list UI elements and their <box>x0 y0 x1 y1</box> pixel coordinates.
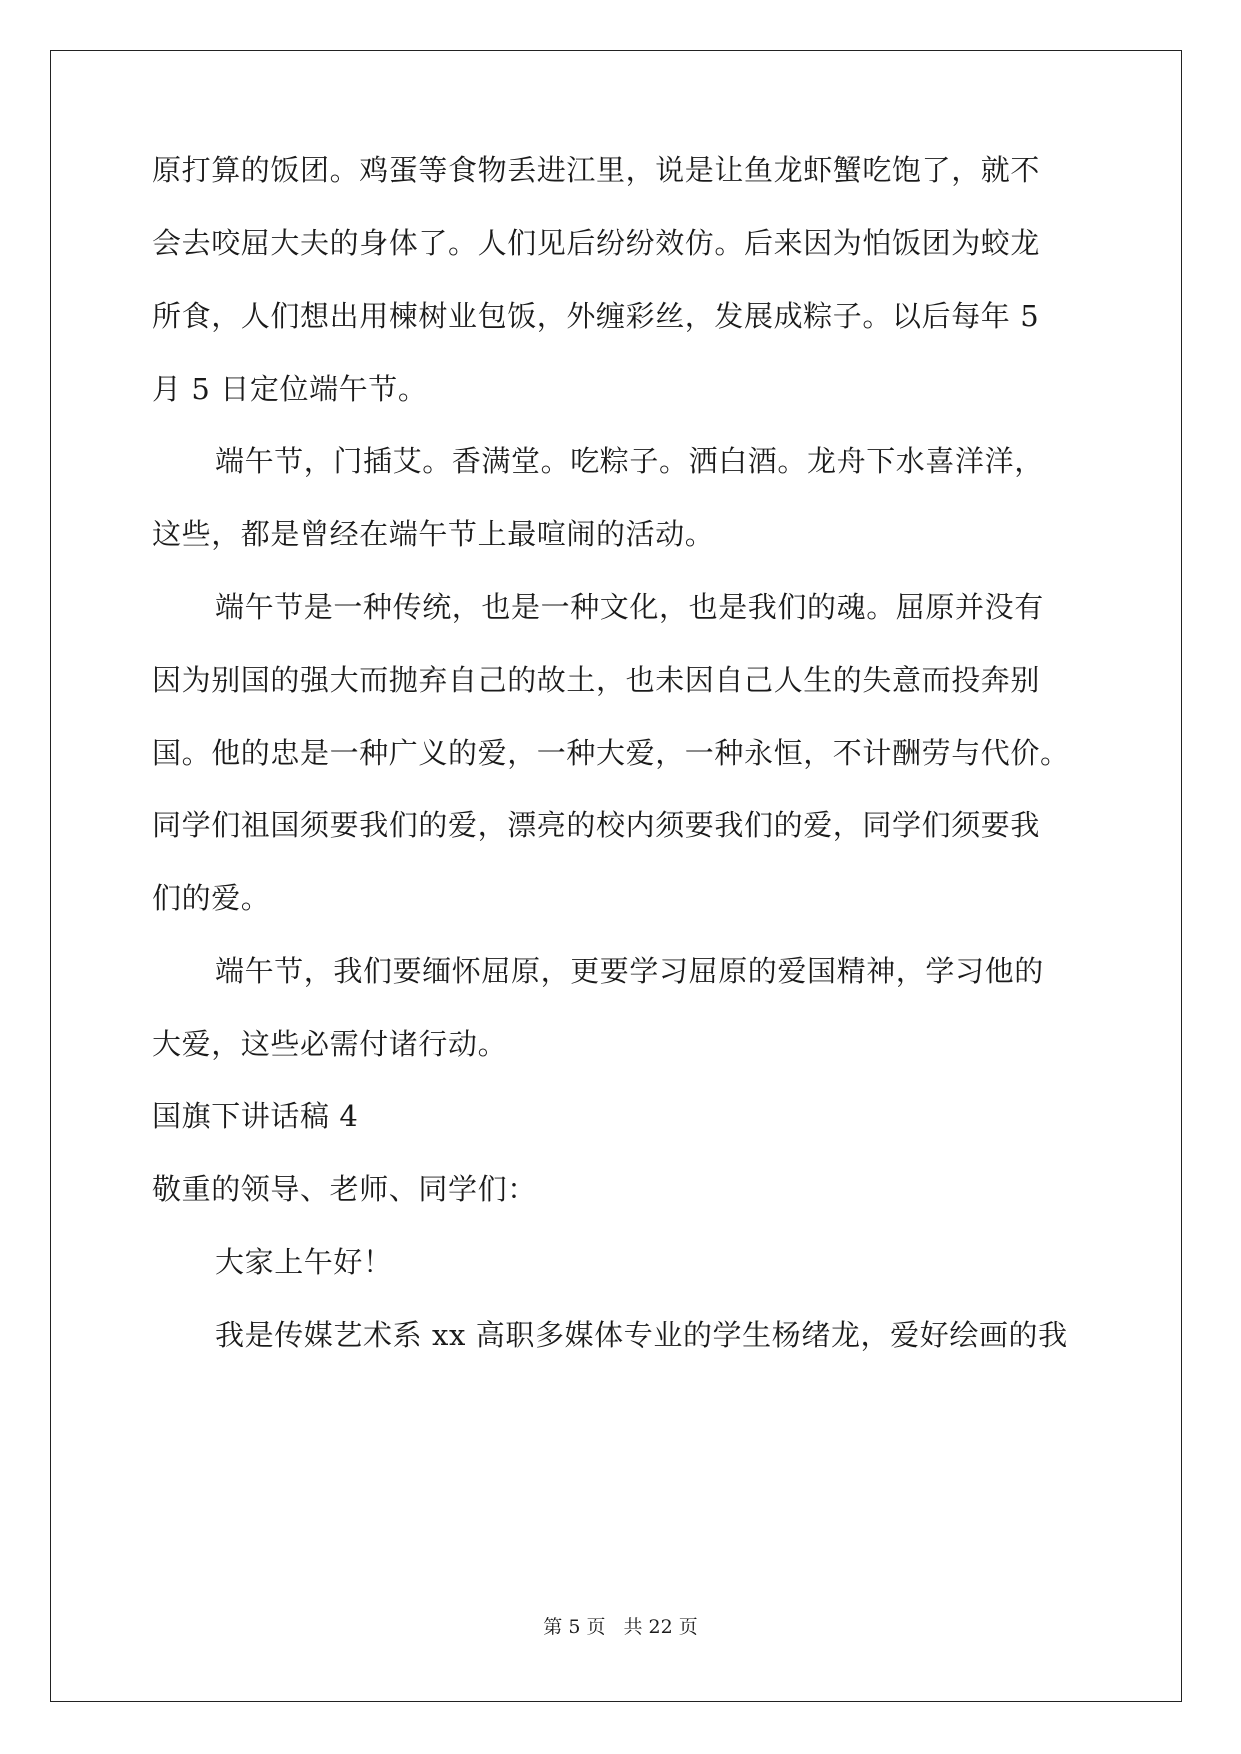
page-footer <box>0 1614 1241 1640</box>
text-line: 所食，人们想出用楝树业包饭，外缠彩丝，发展成粽子。以后每年 5 <box>152 299 1040 333</box>
page-total: 共 22 页 <box>623 1616 698 1638</box>
text-line: 们的爱。 <box>152 881 271 915</box>
text-line: 国。他的忠是一种广义的爱，一种大爱，一种永恒，不计酬劳与代价。 <box>152 736 1070 770</box>
text-line: 这些，都是曾经在端午节上最喧闹的活动。 <box>152 517 715 551</box>
text-line: 会去咬屈大夫的身体了。人们见后纷纷效仿。后来因为怕饭团为蛟龙 <box>152 226 1041 260</box>
text-line: 端午节是一种传统，也是一种文化，也是我们的魂。屈原并没有 <box>215 590 1044 624</box>
salutation: 敬重的领导、老师、同学们： <box>152 1172 537 1206</box>
text-line: 端午节，门插艾。香满堂。吃粽子。洒白酒。龙舟下水喜洋洋， <box>215 444 1044 478</box>
page-number: 第 5 页 <box>543 1616 606 1638</box>
text-line: 我是传媒艺术系 xx 高职多媒体专业的学生杨绪龙，爱好绘画的我 <box>215 1318 1068 1352</box>
text-line: 因为别国的强大而抛弃自己的故土，也未因自己人生的失意而投奔别 <box>152 663 1041 697</box>
text-line: 同学们祖国须要我们的爱，漂亮的校内须要我们的爱，同学们须要我 <box>152 808 1041 842</box>
text-line: 端午节，我们要缅怀屈原，更要学习屈原的爱国精神，学习他的 <box>215 954 1044 988</box>
text-line: 原打算的饭团。鸡蛋等食物丢进江里，说是让鱼龙虾蟹吃饱了，就不 <box>152 153 1041 187</box>
text-line: 月 5 日定位端午节。 <box>152 372 428 406</box>
text-line: 大爱，这些必需付诸行动。 <box>152 1027 508 1061</box>
greeting: 大家上午好！ <box>215 1245 393 1279</box>
section-heading: 国旗下讲话稿 4 <box>152 1099 359 1133</box>
